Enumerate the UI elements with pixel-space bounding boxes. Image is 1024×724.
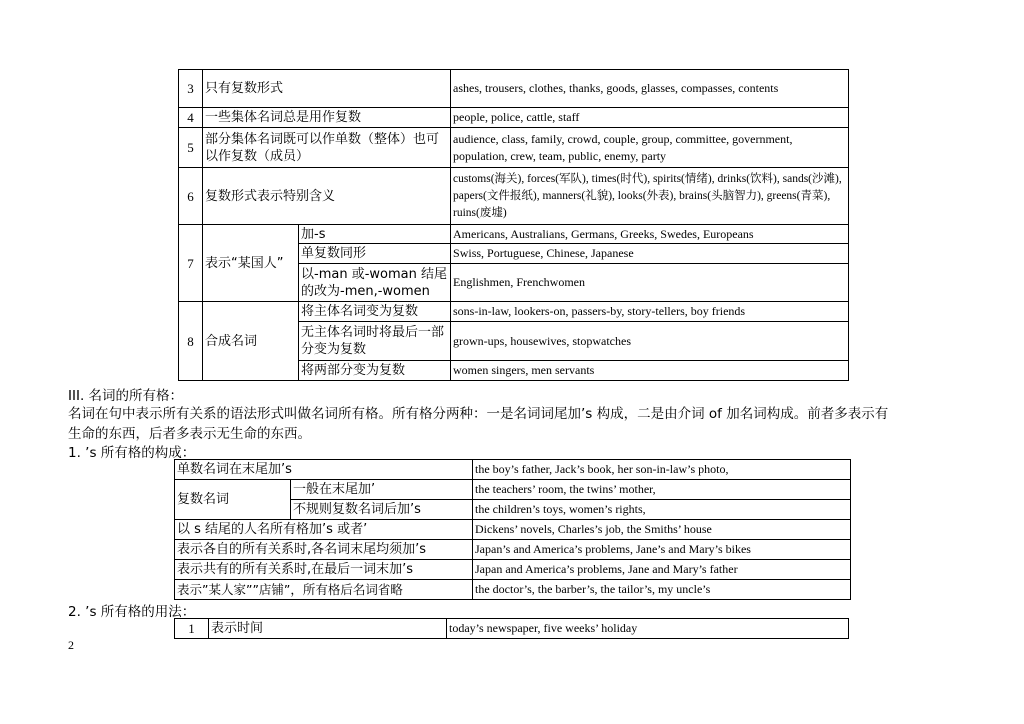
table-row bbox=[175, 540, 851, 560]
table-row bbox=[175, 480, 851, 500]
examples-cell: today’s newspaper, five weeks’ holiday bbox=[447, 619, 849, 639]
rule-cell: 单数名词在末尾加’s bbox=[175, 460, 473, 480]
subrule-cell: 单复数同形 bbox=[299, 244, 451, 264]
subsection-heading: 2. ’s 所有格的用法： bbox=[68, 604, 196, 620]
examples-cell: the boy’s father, Jack’s book, her son-in-law’s photo, bbox=[473, 460, 851, 480]
examples-cell: sons-in-law, lookers-on, passers-by, story-tellers, boy friends bbox=[451, 302, 849, 322]
subrule-cell: 以-man 或-woman 结尾的改为-men,-women bbox=[299, 264, 451, 302]
row-number: 7 bbox=[179, 225, 203, 302]
rule-cell: 表示各自的所有关系时,各名词末尾均须加’s bbox=[175, 540, 473, 560]
table-row bbox=[175, 460, 851, 480]
group-cell: 复数名词 bbox=[175, 480, 291, 520]
possessive-usage-table bbox=[174, 618, 849, 639]
examples-cell: Japan and America’s problems, Jane and Mary’s father bbox=[473, 560, 851, 580]
plural-forms-table bbox=[178, 69, 849, 381]
examples-cell: Americans, Australians, Germans, Greeks, Swedes, Europeans bbox=[451, 225, 849, 244]
table-row bbox=[179, 128, 849, 168]
row-number: 8 bbox=[179, 302, 203, 381]
row-number: 1 bbox=[175, 619, 209, 639]
examples-cell: the teachers’ room, the twins’ mother, bbox=[473, 480, 851, 500]
subsection-heading: 1. ’s 所有格的构成： bbox=[68, 445, 196, 461]
rule-cell: 表示“某国人” bbox=[203, 225, 299, 302]
table-row bbox=[179, 70, 849, 108]
rule-cell: 部分集体名词既可以作单数（整体）也可以作复数（成员） bbox=[203, 128, 451, 168]
subrule-cell: 无主体名词时将最后一部分变为复数 bbox=[299, 322, 451, 361]
rule-cell: 复数形式表示特别含义 bbox=[203, 168, 451, 225]
table-row bbox=[175, 619, 849, 639]
examples-cell: audience, class, family, crowd, couple, group, committee, government, population, crew, team, public, enemy, party bbox=[451, 128, 849, 168]
table-row bbox=[175, 560, 851, 580]
rule-cell: 不规则复数名词后加’s bbox=[291, 500, 473, 520]
subrule-cell: 将主体名词变为复数 bbox=[299, 302, 451, 322]
examples-cell: the doctor’s, the barber’s, the tailor’s, my uncle’s bbox=[473, 580, 851, 600]
table-row bbox=[175, 580, 851, 600]
row-number: 5 bbox=[179, 128, 203, 168]
examples-cell: grown-ups, housewives, stopwatches bbox=[451, 322, 849, 361]
subrule-cell: 加-s bbox=[299, 225, 451, 244]
rule-cell: 表示”某人家””店铺”，所有格后名词省略 bbox=[175, 580, 473, 600]
rule-cell: 合成名词 bbox=[203, 302, 299, 381]
row-number: 3 bbox=[179, 70, 203, 108]
rule-cell: 表示时间 bbox=[209, 619, 447, 639]
examples-cell: Englishmen, Frenchwomen bbox=[451, 264, 849, 302]
table-row bbox=[179, 168, 849, 225]
rule-cell: 一般在末尾加’ bbox=[291, 480, 473, 500]
table-row bbox=[179, 108, 849, 128]
rule-cell: 表示共有的所有关系时,在最后一词末加’s bbox=[175, 560, 473, 580]
examples-cell: customs(海关), forces(军队), times(时代), spirits(情绪), drinks(饮料), sands(沙滩), papers(文件报纸), manners(礼貌), looks(外表), brains(头脑智力), greens(青菜), ruins(废墟) bbox=[451, 168, 849, 225]
possessive-formation-table bbox=[174, 459, 851, 600]
row-number: 6 bbox=[179, 168, 203, 225]
examples-cell: the children’s toys, women’s rights, bbox=[473, 500, 851, 520]
table-row bbox=[179, 302, 849, 322]
table-row bbox=[179, 225, 849, 244]
examples-cell: women singers, men servants bbox=[451, 361, 849, 381]
section-heading: III. 名词的所有格： bbox=[68, 388, 184, 404]
examples-cell: Swiss, Portuguese, Chinese, Japanese bbox=[451, 244, 849, 264]
examples-cell: Dickens’ novels, Charles’s job, the Smiths’ house bbox=[473, 520, 851, 540]
page-number: 2 bbox=[68, 638, 74, 652]
examples-cell: Japan’s and America’s problems, Jane’s and Mary’s bikes bbox=[473, 540, 851, 560]
rule-cell: 以 s 结尾的人名所有格加’s 或者’ bbox=[175, 520, 473, 540]
rule-cell: 只有复数形式 bbox=[203, 70, 451, 108]
row-number: 4 bbox=[179, 108, 203, 128]
examples-cell: people, police, cattle, staff bbox=[451, 108, 849, 128]
paragraph-line: 名词在句中表示所有关系的语法形式叫做名词所有格。所有格分两种：一是名词词尾加’s 构成，二是由介词 of 加名词构成。前者多表示有 bbox=[68, 406, 889, 422]
paragraph-line: 生命的东西，后者多表示无生命的东西。 bbox=[68, 426, 311, 442]
rule-cell: 一些集体名词总是用作复数 bbox=[203, 108, 451, 128]
subrule-cell: 将两部分变为复数 bbox=[299, 361, 451, 381]
examples-cell: ashes, trousers, clothes, thanks, goods, glasses, compasses, contents bbox=[451, 70, 849, 108]
table-row bbox=[175, 520, 851, 540]
